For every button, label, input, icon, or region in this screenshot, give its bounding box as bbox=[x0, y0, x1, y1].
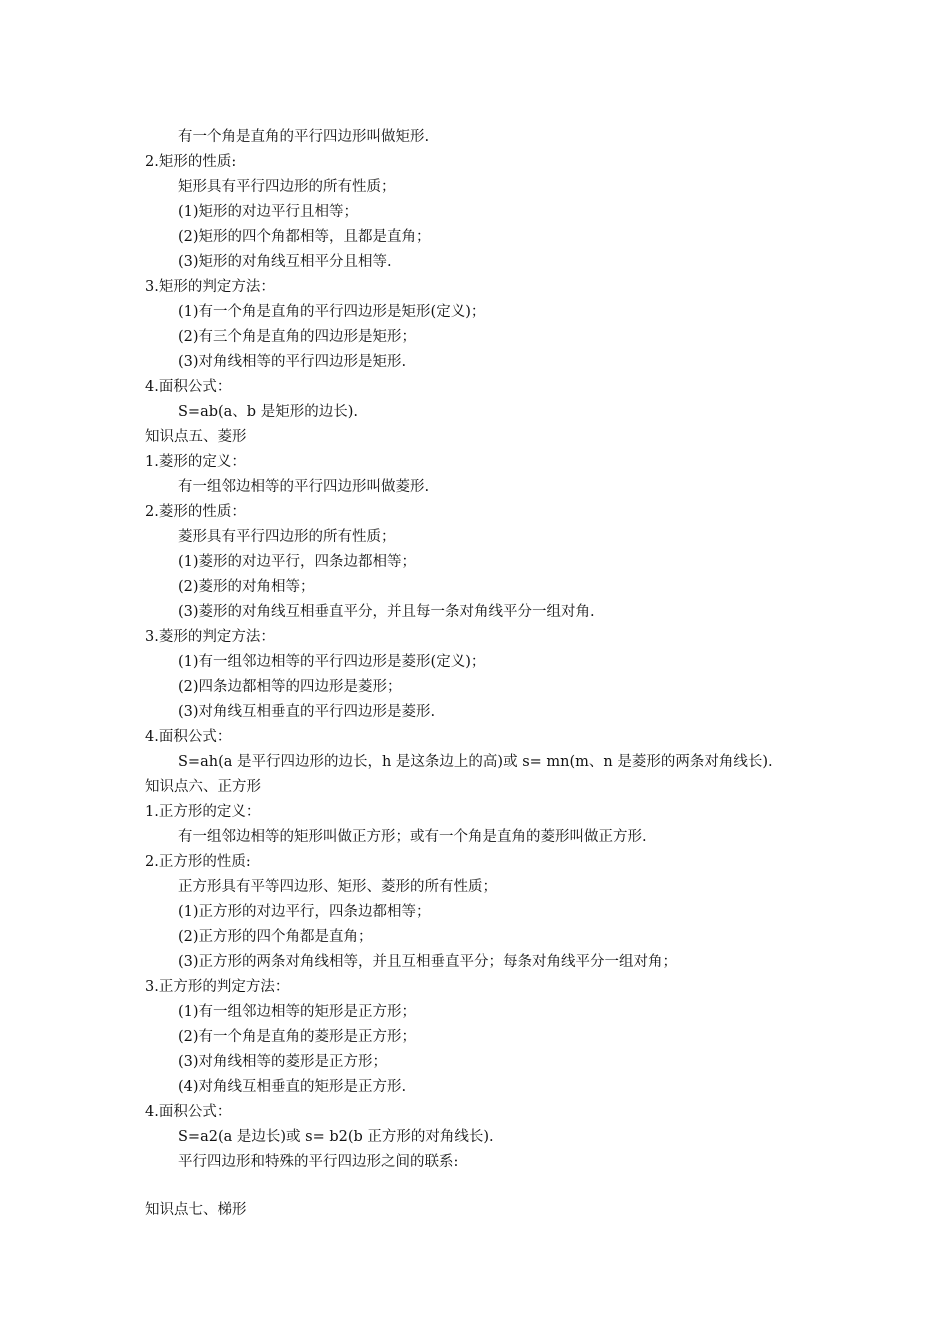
text-line: 菱形具有平行四边形的所有性质； bbox=[178, 529, 396, 545]
heading-line: 2.矩形的性质: bbox=[145, 154, 237, 170]
text-line: 平行四边形和特殊的平行四边形之间的联系: bbox=[178, 1154, 459, 1170]
heading-line: 4.面积公式： bbox=[145, 379, 232, 395]
heading-line: 3.菱形的判定方法： bbox=[145, 629, 275, 645]
text-line: (2)矩形的四个角都相等，且都是直角； bbox=[178, 229, 431, 245]
section-heading: 知识点六、正方形 bbox=[145, 779, 261, 795]
text-line: (2)有一个角是直角的菱形是正方形； bbox=[178, 1029, 417, 1045]
text-line: 矩形具有平行四边形的所有性质； bbox=[178, 179, 396, 195]
heading-line: 4.面积公式： bbox=[145, 729, 232, 745]
heading-line: 3.矩形的判定方法： bbox=[145, 279, 275, 295]
text-line: (1)矩形的对边平行且相等； bbox=[178, 204, 359, 220]
text-line: (2)有三个角是直角的四边形是矩形； bbox=[178, 329, 417, 345]
text-line: 有一个角是直角的平行四边形叫做矩形. bbox=[178, 129, 430, 145]
section-heading: 知识点七、梯形 bbox=[145, 1202, 247, 1218]
heading-line: 2.菱形的性质： bbox=[145, 504, 246, 520]
text-line: S=a2(a 是边长)或 s= b2(b 正方形的对角线长). bbox=[178, 1129, 494, 1145]
text-line: (3)矩形的对角线互相平分且相等. bbox=[178, 254, 392, 270]
text-line: (1)菱形的对边平行，四条边都相等； bbox=[178, 554, 417, 570]
text-line: (3)菱形的对角线互相垂直平分，并且每一条对角线平分一组对角. bbox=[178, 604, 595, 620]
text-line: (2)正方形的四个角都是直角； bbox=[178, 929, 373, 945]
text-line: (3)正方形的两条对角线相等，并且互相垂直平分；每条对角线平分一组对角； bbox=[178, 954, 678, 970]
text-line: (2)菱形的对角相等； bbox=[178, 579, 315, 595]
text-line: 有一组邻边相等的平行四边形叫做菱形. bbox=[178, 479, 430, 495]
heading-line: 3.正方形的判定方法： bbox=[145, 979, 290, 995]
text-line: S=ah(a 是平行四边形的边长，h 是这条边上的高)或 s= mn(m、n 是菱形的两条对角线长). bbox=[178, 754, 773, 770]
text-line: (1)正方形的对边平行，四条边都相等； bbox=[178, 904, 431, 920]
text-line: (3)对角线相等的平行四边形是矩形. bbox=[178, 354, 407, 370]
text-line: (4)对角线互相垂直的矩形是正方形. bbox=[178, 1079, 407, 1095]
text-line: (3)对角线互相垂直的平行四边形是菱形. bbox=[178, 704, 436, 720]
section-heading: 知识点五、菱形 bbox=[145, 429, 247, 445]
heading-line: 4.面积公式： bbox=[145, 1104, 232, 1120]
heading-line: 1.正方形的定义： bbox=[145, 804, 261, 820]
text-line: (1)有一组邻边相等的平行四边形是菱形(定义)； bbox=[178, 654, 486, 670]
text-line: (2)四条边都相等的四边形是菱形； bbox=[178, 679, 402, 695]
heading-line: 2.正方形的性质: bbox=[145, 854, 251, 870]
text-line: S=ab(a、b 是矩形的边长). bbox=[178, 404, 358, 420]
text-line: (1)有一组邻边相等的矩形是正方形； bbox=[178, 1004, 417, 1020]
heading-line: 1.菱形的定义： bbox=[145, 454, 246, 470]
text-line: (1)有一个角是直角的平行四边形是矩形(定义)； bbox=[178, 304, 486, 320]
text-line: (3)对角线相等的菱形是正方形； bbox=[178, 1054, 388, 1070]
text-line: 正方形具有平等四边形、矩形、菱形的所有性质； bbox=[178, 879, 497, 895]
text-line: 有一组邻边相等的矩形叫做正方形；或有一个角是直角的菱形叫做正方形. bbox=[178, 829, 647, 845]
